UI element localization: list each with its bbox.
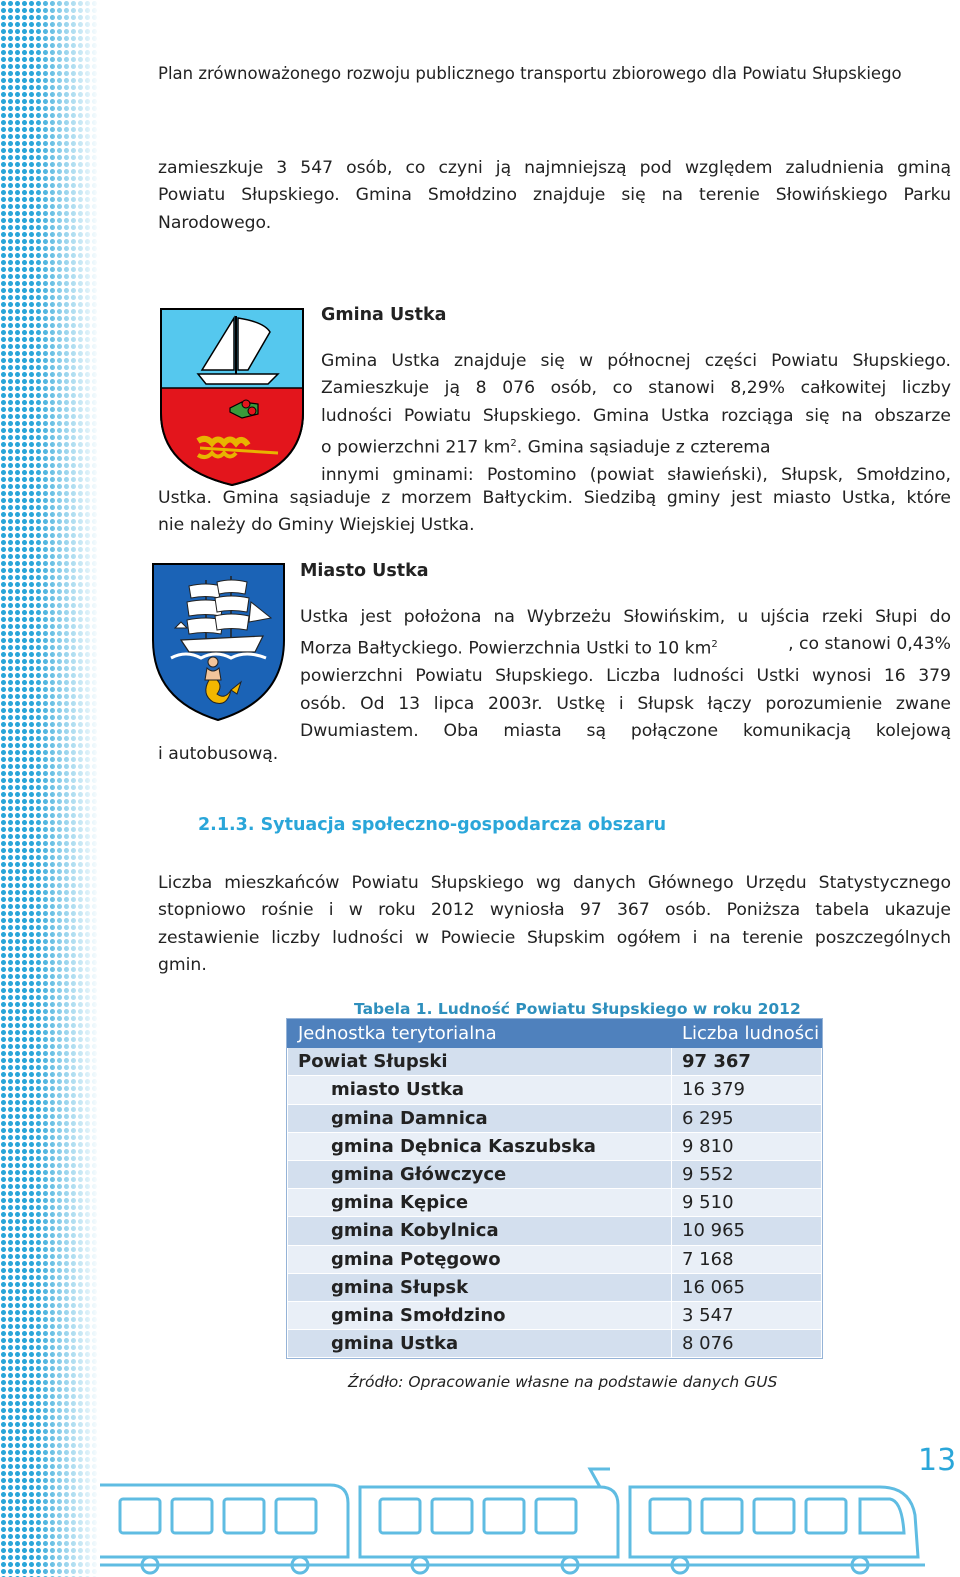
intro-line: Narodowego. — [158, 212, 272, 233]
intro-line: Powiatu Słupskiego. Gmina Smołdzino znajduje się na terenie Słowińskiego Parku — [158, 185, 951, 206]
table-row — [288, 1048, 822, 1076]
table-cell-population: 9 552 — [672, 1160, 822, 1188]
table-cell-population: 8 076 — [672, 1330, 822, 1358]
table-cell-unit: gmina Słupsk — [288, 1273, 672, 1301]
population-table — [287, 1019, 822, 1358]
intro-paragraph — [158, 155, 951, 237]
dotted-side-border — [0, 0, 100, 1577]
population-line: gmin. — [158, 954, 207, 975]
table-cell-population: 10 965 — [672, 1217, 822, 1245]
section-heading: 2.1.3. Sytuacja społeczno-gospodarcza obszaru — [198, 815, 667, 835]
table-row — [288, 1273, 822, 1301]
table-row — [288, 1076, 822, 1104]
area-value: Morza Bałtyckiego. Powierzchnia Ustki to 10 $km^2$ — [300, 639, 718, 660]
intro-line: zamieszkuje 3 547 osób, co czyni ją najmniejszą pod względem zaludnienia gminą — [158, 158, 951, 178]
area-share: , co stanowi 0,43% — [788, 634, 951, 655]
table-row — [288, 1245, 822, 1273]
table-cell-unit: gmina Smołdzino — [288, 1301, 672, 1329]
tram-outline-decoration — [0, 1465, 960, 1577]
column-header: Jednostka terytorialna — [288, 1020, 672, 1048]
page-number: 13 — [918, 1443, 957, 1478]
miasto-ustka-paragraph — [300, 604, 951, 745]
table-row — [288, 1301, 822, 1329]
table-row — [288, 1217, 822, 1245]
table-row — [288, 1189, 822, 1217]
table-cell-population: 16 065 — [672, 1273, 822, 1301]
population-paragraph — [158, 870, 951, 979]
gmina-ustka-paragraph-bottom — [158, 485, 951, 540]
gmina-ustka-coat-of-arms — [160, 308, 305, 486]
table-row — [288, 1160, 822, 1188]
table-row — [288, 1132, 822, 1160]
table-cell-population: 97 367 — [672, 1048, 822, 1076]
table-cell-unit: gmina Potęgowo — [288, 1245, 672, 1273]
table-cell-unit: gmina Kobylnica — [288, 1217, 672, 1245]
miasto-ustka-paragraph-end — [158, 741, 278, 768]
miasto-ustka-line: powierzchni Powiatu Słupskiego. Liczba ludności Ustki wynosi 16 379 — [300, 666, 951, 687]
table-cell-unit: gmina Główczyce — [288, 1160, 672, 1188]
table-cell-unit: gmina Dębnica Kaszubska — [288, 1132, 672, 1160]
miasto-ustka-heading: Miasto Ustka — [300, 561, 429, 581]
table-cell-unit: miasto Ustka — [288, 1076, 672, 1104]
population-line: stopniowo rośnie i w roku 2012 wyniosła 97 367 osób. Poniższa tabela ukazuje — [158, 900, 951, 921]
miasto-ustka-line: Dwumiastem. Oba miasta są połączone komunikacją kolejową — [300, 720, 951, 741]
table-cell-population: 7 168 — [672, 1245, 822, 1273]
miasto-ustka-line: osób. Od 13 lipca 2003r. Ustkę i Słupsk łączy porozumienie zwane — [300, 693, 951, 714]
population-line: Liczba mieszkańców Powiatu Słupskiego wg danych Głównego Urzędu Statystycznego — [158, 873, 951, 893]
population-line: zestawienie liczby ludności w Powiecie Słupskim ogółem i na terenie poszczególnych — [158, 927, 951, 948]
gmina-ustka-line: ludności Powiatu Słupskiego. Gmina Ustka rozciąga się na obszarze — [321, 405, 951, 426]
miasto-ustka-line: i autobusową. — [158, 744, 279, 764]
table-cell-unit: Powiat Słupski — [288, 1048, 672, 1076]
table-header-row — [288, 1020, 822, 1048]
running-header: Plan zrównoważonego rozwoju publicznego transportu zbiorowego dla Powiatu Słupskiego — [158, 64, 902, 83]
miasto-ustka-area-line — [300, 631, 951, 663]
table-row — [288, 1330, 822, 1358]
gmina-ustka-line: Ustka. Gmina sąsiaduje z morzem Bałtyckim. Siedzibą gminy jest miasto Ustka, które — [158, 488, 951, 508]
area-value: o powierzchni 217 $km^2$. Gmina sąsiaduje z czterema — [321, 437, 771, 458]
table-source: Źródło: Opracowanie własne na podstawie danych GUS — [348, 1373, 778, 1391]
table-cell-unit: gmina Kępice — [288, 1189, 672, 1217]
table-row — [288, 1104, 822, 1132]
gmina-ustka-heading: Gmina Ustka — [321, 305, 447, 325]
table-cell-unit: gmina Damnica — [288, 1104, 672, 1132]
gmina-ustka-line: Gmina Ustka znajduje się w północnej części Powiatu Słupskiego. — [321, 351, 951, 371]
gmina-ustka-line: Zamieszkuje ją 8 076 osób, co stanowi 8,29% całkowitej liczby — [321, 378, 951, 399]
column-header: Liczba ludności — [672, 1020, 822, 1048]
miasto-ustka-line: Ustka jest położona na Wybrzeżu Słowińskim, u ujścia rzeki Słupi do — [300, 607, 951, 627]
gmina-ustka-line: innymi gminami: Postomino (powiat sławieński), Słupsk, Smołdzino, — [321, 464, 951, 485]
table-cell-population: 9 810 — [672, 1132, 822, 1160]
gmina-ustka-area-line — [321, 430, 951, 462]
table-cell-population: 16 379 — [672, 1076, 822, 1104]
gmina-ustka-line: nie należy do Gminy Wiejskiej Ustka. — [158, 515, 475, 536]
table-cell-population: 9 510 — [672, 1189, 822, 1217]
miasto-ustka-coat-of-arms — [151, 562, 286, 722]
table-cell-population: 3 547 — [672, 1301, 822, 1329]
table-cell-population: 6 295 — [672, 1104, 822, 1132]
table-caption: Tabela 1. Ludność Powiatu Słupskiego w roku 2012 — [354, 1000, 801, 1018]
gmina-ustka-paragraph-top — [321, 348, 951, 489]
table-cell-unit: gmina Ustka — [288, 1330, 672, 1358]
